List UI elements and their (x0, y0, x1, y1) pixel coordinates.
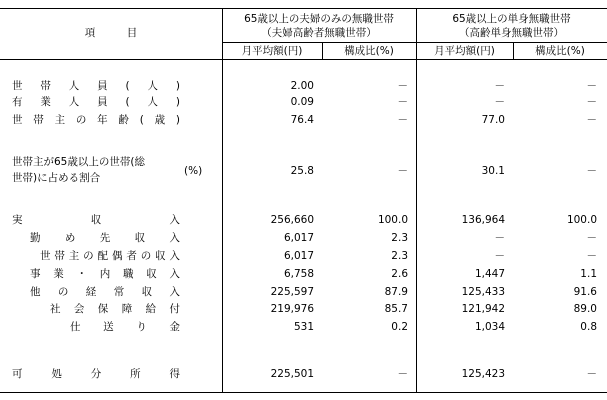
cell-amount-1: 225,597 (270, 286, 314, 298)
share-label-line2: 世帯)に占める割合 (12, 172, 101, 184)
row-label: 有業人員(人) (12, 96, 180, 108)
cell-ratio-1: 85.7 (384, 303, 408, 315)
row-label: 世帯主の配偶者の収入 (40, 250, 180, 262)
cell-ratio-1: 2.6 (391, 268, 408, 280)
cell-ratio-2: － (586, 165, 597, 177)
cell-ratio-2: 91.6 (573, 286, 597, 298)
cell-amount-2: － (494, 96, 505, 108)
header-group1-line1: 65歳以上の夫婦のみの無職世帯 (244, 13, 394, 25)
header-mid-border (222, 42, 607, 43)
cell-amount-2: 77.0 (481, 114, 505, 126)
row-label: 仕送り金 (70, 321, 180, 333)
cell-ratio-2: 0.8 (580, 321, 597, 333)
cell-amount-2: － (494, 80, 505, 92)
cell-amount-2: 136,964 (461, 214, 505, 226)
cell-ratio-2: － (586, 96, 597, 108)
cell-ratio-1: 87.9 (384, 286, 408, 298)
cell-ratio-2: 89.0 (573, 303, 597, 315)
cell-amount-1: 2.00 (290, 80, 314, 92)
header-amount-2: 月平均額(円) (434, 45, 495, 57)
table-bottom-border (0, 392, 607, 393)
cell-amount-1: 6,758 (283, 268, 314, 280)
col-divider-2 (416, 8, 417, 392)
cell-amount-2: 121,942 (461, 303, 505, 315)
cell-amount-1: 0.09 (290, 96, 314, 108)
row-label: 他の経常収入 (30, 286, 180, 298)
cell-ratio-2: － (586, 232, 597, 244)
table-top-border (0, 8, 607, 9)
cell-amount-2: 1,447 (474, 268, 505, 280)
row-label: 社会保障給付 (50, 303, 180, 315)
cell-ratio-1: 100.0 (377, 214, 408, 226)
cell-ratio-1: － (397, 96, 408, 108)
header-group2-line2: （高齢単身無職世帯） (459, 27, 564, 39)
row-label: 実収入 (12, 214, 180, 226)
cell-ratio-1: 2.3 (391, 250, 408, 262)
cell-amount-1: 6,017 (283, 250, 314, 262)
cell-amount-1: 219,976 (270, 303, 314, 315)
cell-ratio-2: － (586, 80, 597, 92)
header-item: 項 目 (84, 27, 138, 39)
cell-amount-2: 30.1 (481, 165, 505, 177)
header-ratio-1: 構成比(%) (344, 45, 394, 57)
row-label: 世帯主の年齢(歳) (12, 114, 180, 126)
cell-ratio-2: 1.1 (580, 268, 597, 280)
cell-amount-2: － (494, 250, 505, 262)
cell-ratio-1: － (397, 114, 408, 126)
row-label: 事業・内職収入 (30, 268, 180, 280)
row-label: 勤め先収入 (30, 232, 180, 244)
row-label: 可処分所得 (12, 368, 180, 380)
cell-amount-1: 6,017 (283, 232, 314, 244)
cell-ratio-2: － (586, 368, 597, 380)
col-divider-1 (222, 8, 223, 392)
cell-amount-1: 25.8 (290, 165, 314, 177)
cell-ratio-1: － (397, 165, 408, 177)
cell-ratio-2: － (586, 250, 597, 262)
row-label: 世帯人員(人) (12, 80, 180, 92)
share-label-line1: 世帯主が65歳以上の世帯(総 (12, 156, 145, 168)
cell-ratio-2: － (586, 114, 597, 126)
cell-ratio-2: 100.0 (566, 214, 597, 226)
cell-ratio-1: 0.2 (391, 321, 408, 333)
cell-amount-2: 125,433 (461, 286, 505, 298)
header-bottom-border (0, 59, 607, 60)
cell-amount-1: 531 (293, 321, 314, 333)
cell-amount-2: 125,423 (461, 368, 505, 380)
cell-amount-2: － (494, 232, 505, 244)
cell-ratio-1: － (397, 368, 408, 380)
header-group1-line2: （夫婦高齢者無職世帯） (261, 27, 377, 39)
share-unit: (%) (184, 165, 203, 177)
cell-amount-2: 1,034 (474, 321, 505, 333)
header-ratio-2: 構成比(%) (535, 45, 585, 57)
cell-amount-1: 76.4 (290, 114, 314, 126)
header-group2-line1: 65歳以上の単身無職世帯 (452, 13, 571, 25)
header-amount-1: 月平均額(円) (241, 45, 303, 57)
cell-ratio-1: － (397, 80, 408, 92)
cell-amount-1: 256,660 (270, 214, 314, 226)
cell-ratio-1: 2.3 (391, 232, 408, 244)
cell-amount-1: 225,501 (270, 368, 314, 380)
